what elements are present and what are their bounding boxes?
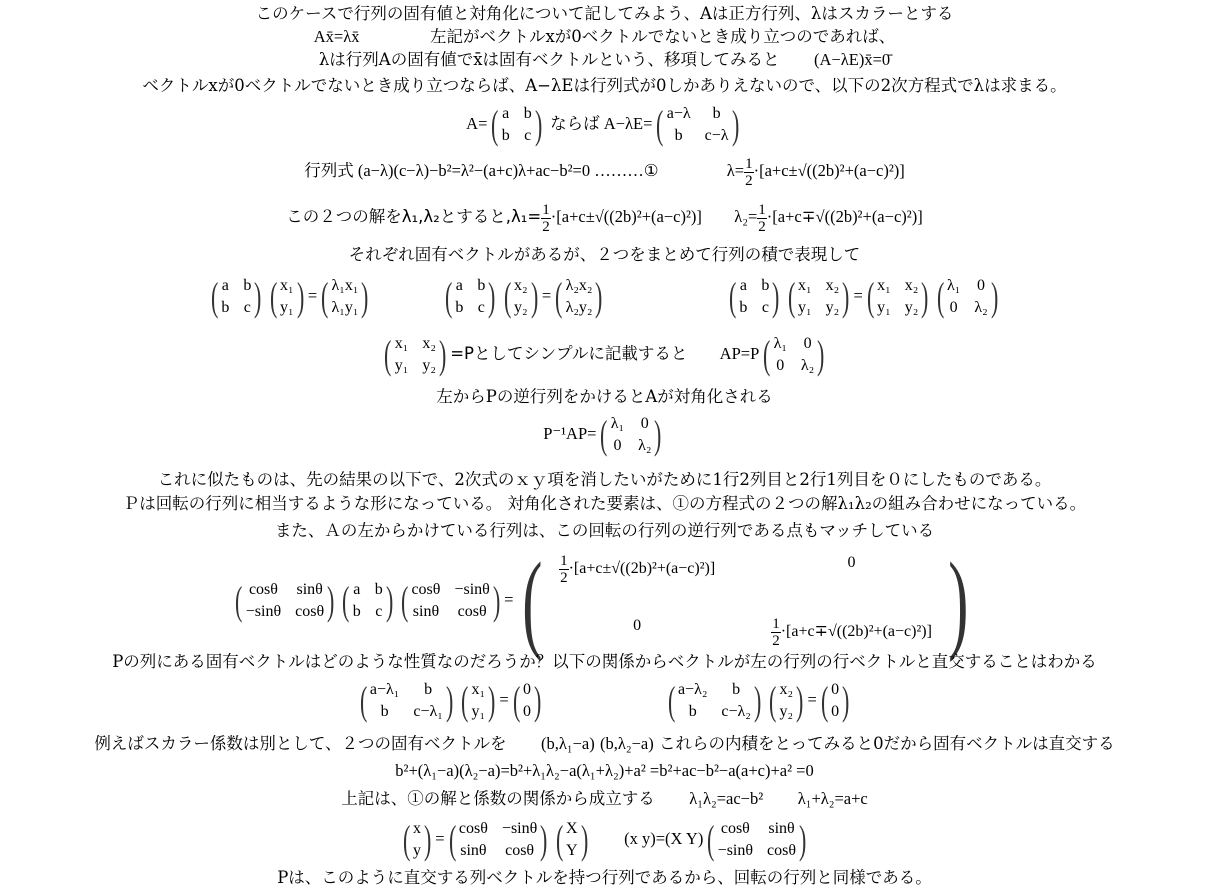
sum-of-roots: λ₁+λ₂=a+c: [797, 789, 868, 808]
matrix-P: ( x₁ x₂ y₁ y₂ ): [384, 332, 447, 378]
cell: a−λ: [666, 105, 691, 123]
vector-x2: ( x₂ y₂ ): [769, 678, 804, 724]
text-similar: これに似たものは、先の結果の以下で、2次式のｘｙ項を消したいがために1行2列目と2行1列目を０にしたものである。: [157, 470, 1052, 489]
matrix-D: ( λ₁ 0 0 λ₂ ): [936, 274, 999, 320]
cell: c: [524, 127, 532, 145]
characteristic-equation: (a−λ)(c−λ)−b²=λ²−(a+c)λ+ac−b²=0: [357, 161, 591, 180]
orthogonality-line: ( a−λ₁ b b c−λ₁ ) ( x₁ y₁ ) = ( 0 0 ) ( a−λ₂ b b c−λ₂ ) ( x₂ y₂ ) = ( 0 0 ): [0, 676, 1209, 724]
vector-zero: ( 0 0 ): [512, 678, 542, 724]
matrix-rotation: ( cosθ sinθ −sinθ cosθ ): [707, 817, 807, 863]
matrix-rotation-inverse: ( cosθ −sinθ sinθ cosθ ): [448, 817, 548, 863]
shifted-equation: (A−λE)x̄=0̄: [814, 50, 891, 69]
label-A-lambdaE: A−λE=: [603, 114, 653, 133]
eigen-equation-line: [0, 27, 1209, 47]
eigen-condition-text: 左記がベクトルxが0ベクトルでないとき成り立つのであれば、: [429, 27, 896, 46]
matrix-diagonal-solutions: ( $\frac{1}{2}$ ·[a+c±√((2b)²+(a−c)²)] 0 0 $\frac{1}{2}$ ·[a+c∓√((2b)²+(a−c)²)] ): [522, 540, 969, 663]
text-rotation: Ｐは回転の行列に相当するような形になっている。 対角化された要素は、①の方程式の２つの解λ₁λ₂の組み合わせになっている。: [122, 494, 1087, 513]
matrix-B2: ( a−λ₂ b b c−λ₂ ): [667, 678, 762, 724]
fraction-half: $\frac{1}{2}$: [542, 201, 550, 235]
vector-x1: ( x₁ y₁ ): [461, 678, 496, 724]
cell: b: [712, 105, 721, 123]
p-inverse-ap: P⁻¹AP=: [543, 424, 597, 443]
fraction-half: $\frac{1}{2}$: [758, 201, 766, 235]
vector-lambda2-x2: ( λ₂x₂ λ₂y₂ ): [555, 274, 603, 320]
text-inverse-rotation: また、Ａの左からかけている行列は、この回転の行列の逆行列である点もマッチしている: [274, 521, 935, 540]
cell: b: [523, 105, 532, 123]
inner-product-line: [0, 734, 1209, 754]
eigen-equation: Ax̄=λx̄: [313, 27, 360, 46]
p-definition-line: [0, 330, 1209, 378]
lambda2-solution: [a+c∓√((2b)²+(a−c)²)]: [772, 207, 923, 226]
matrix-X: ( x₁ x₂ y₁ y₂ ): [866, 274, 929, 320]
text-intro: このケースで行列の固有値と対角化について記してみよう、Aは正方行列、λはスカラーとする: [255, 4, 954, 23]
eigen-definition-text: λは行列Aの固有値でx̄は固有ベクトルという、移項してみると: [318, 50, 780, 69]
vector-x2: ( x₂ y₂ ): [503, 274, 538, 320]
matrix-rotation: ( cosθ sinθ −sinθ cosθ ): [235, 578, 335, 624]
solutions-intro: この２つの解をλ₁,λ₂とすると,λ₁=: [286, 207, 542, 226]
product-of-roots: λ₁λ₂=ac−b²: [689, 789, 764, 808]
p-definition-text: =Pとしてシンプルに記載すると: [450, 344, 688, 363]
label-lambda2: λ₂=: [734, 207, 758, 226]
cell: b: [501, 127, 510, 145]
cell: c−λ: [704, 127, 729, 145]
label-lambda: λ=: [726, 161, 745, 180]
matrix-D: ( λ₁ 0 0 λ₂ ): [763, 332, 825, 378]
inner-product-conclusion: これらの内積をとってみると0だから固有ベクトルは直交する: [659, 734, 1115, 753]
inner-product-equation: b²+(λ₁−a)(λ₂−a)=b²+λ₁λ₂−a(λ₁+λ₂)+a² =b²+ac−b²−a(a+c)+a² =0: [395, 761, 814, 780]
inner-product-intro: 例えばスカラー係数は別として、２つの固有ベクトルを: [94, 734, 507, 753]
matrix-A: ( a b b c ): [210, 274, 262, 320]
matrix-A: ( a b b c ): [729, 274, 780, 320]
vieta-line: [0, 789, 1209, 809]
ap-equation: AP=P: [719, 344, 760, 363]
matrix-B1: ( a−λ₁ b b c−λ₁ ): [359, 678, 454, 724]
text-eigenvectors: それぞれ固有ベクトルがあるが、２つをまとめて行列の積で表現して: [348, 245, 861, 264]
matrix-A-lambdaE: ( a−λ b b c−λ ): [656, 102, 739, 148]
cell: a: [502, 105, 510, 123]
determinant-line: 行列式 (a−λ)(c−λ)−b²=λ²−(a+c)λ+ac−b²=0 ………① λ= $\frac{1}{2}$ ·[a+c±√((2b)²+(a−c)²)]: [304, 155, 905, 189]
lambda-solution: [a+c±√((2b)²+(a−c)²)]: [759, 161, 905, 180]
eigenvector-2: (b,λ₂−a): [600, 734, 654, 753]
text-conclusion: Pは、このように直交する列ベクトルを持つ行列であるから、回転の行列と同様である。: [277, 868, 932, 887]
matrix-X: ( x₁ x₂ y₁ y₂ ): [787, 274, 850, 320]
matrix-D: ( λ₁ 0 0 λ₂ ): [600, 412, 662, 458]
text-diagonalization: 左からPの逆行列をかけるとAが対角化される: [436, 387, 773, 406]
vieta-text: 上記は、①の解と係数の関係から成立する: [341, 789, 655, 808]
lambda1-solution: [a+c±√((2b)²+(a−c)²)]: [556, 207, 702, 226]
label-A: A=: [466, 114, 488, 133]
eigenvector-products-line: ( a b b c ) ( x₁ y₁ ) = ( λ₁x₁ λ₁y₁ ) ( a b b c ) ( x₂ y₂ ) = ( λ₂x₂ λ₂y₂ ) ( a b b c ) ( x₁ x₂ y₁ y₂ ) = ( x₁ x₂ y₁ y₂ ) ( λ₁ 0 0 λ₂ ): [0, 272, 1209, 320]
cell: b: [674, 127, 683, 145]
matrix-A: ( a b b c ): [445, 274, 496, 320]
matrix-A: ( a b b c ): [491, 102, 543, 148]
vector-lambda1-x1: ( λ₁x₁ λ₁y₁ ): [321, 274, 369, 320]
matrix-A: ( a b b c ): [342, 578, 394, 624]
text-orthogonality-question: Pの列にある固有ベクトルはどのような性質なのだろうか？以下の関係からベクトルが左の行列の行ベクトルと直交することはわかる: [112, 652, 1097, 671]
rotation-coordinates-line: ( x y ) = ( cosθ −sinθ sinθ cosθ ) ( X Y ) (x y)=(X Y) ( cosθ sinθ −sinθ cosθ ): [0, 815, 1209, 863]
label-naraba: ならば: [550, 114, 600, 133]
eigenvector-1: (b,λ₁−a): [541, 734, 595, 753]
text-determinant-intro: ベクトルxが0ベクトルでないとき成り立つならば、A−λEは行列式が0しかありえないので、以下の2次方程式でλは求まる。: [142, 76, 1067, 95]
solutions-line: この２つの解をλ₁,λ₂とすると,λ₁= $\frac{1}{2}$ ·[a+c±√((2b)²+(a−c)²)] λ₂= $\frac{1}{2}$ ·[a+c∓√((2b)²+(a−c)²)]: [286, 201, 923, 235]
vector-XY: ( X Y ): [555, 817, 588, 863]
vector-xy: ( x y ): [402, 817, 432, 863]
diagonalization-line: [0, 410, 1209, 458]
matrix-rotation-inverse: ( cosθ −sinθ sinθ cosθ ): [401, 578, 501, 624]
matrix-definition-line: [0, 102, 1209, 146]
label-determinant: 行列式: [304, 161, 354, 180]
equation-marker: ………①: [594, 161, 659, 180]
fraction-half: $\frac{1}{2}$: [745, 155, 753, 189]
vector-x1: ( x₁ y₁ ): [269, 274, 304, 320]
vector-zero: ( 0 0 ): [820, 678, 850, 724]
rotation-product-line: ( cosθ sinθ −sinθ cosθ ) ( a b b c ) ( cosθ −sinθ sinθ cosθ ) = ( $\frac{1}{2}$ ·[a+c±√((2b)²+(a−c)²)] 0 0 $\frac{1}{2}$ ·[a+c∓√((2b)²+(a−c)²)] ): [0, 545, 1209, 653]
eigen-definition-line: [0, 50, 1209, 70]
row-vector-equation: (x y)=(X Y): [624, 829, 704, 848]
